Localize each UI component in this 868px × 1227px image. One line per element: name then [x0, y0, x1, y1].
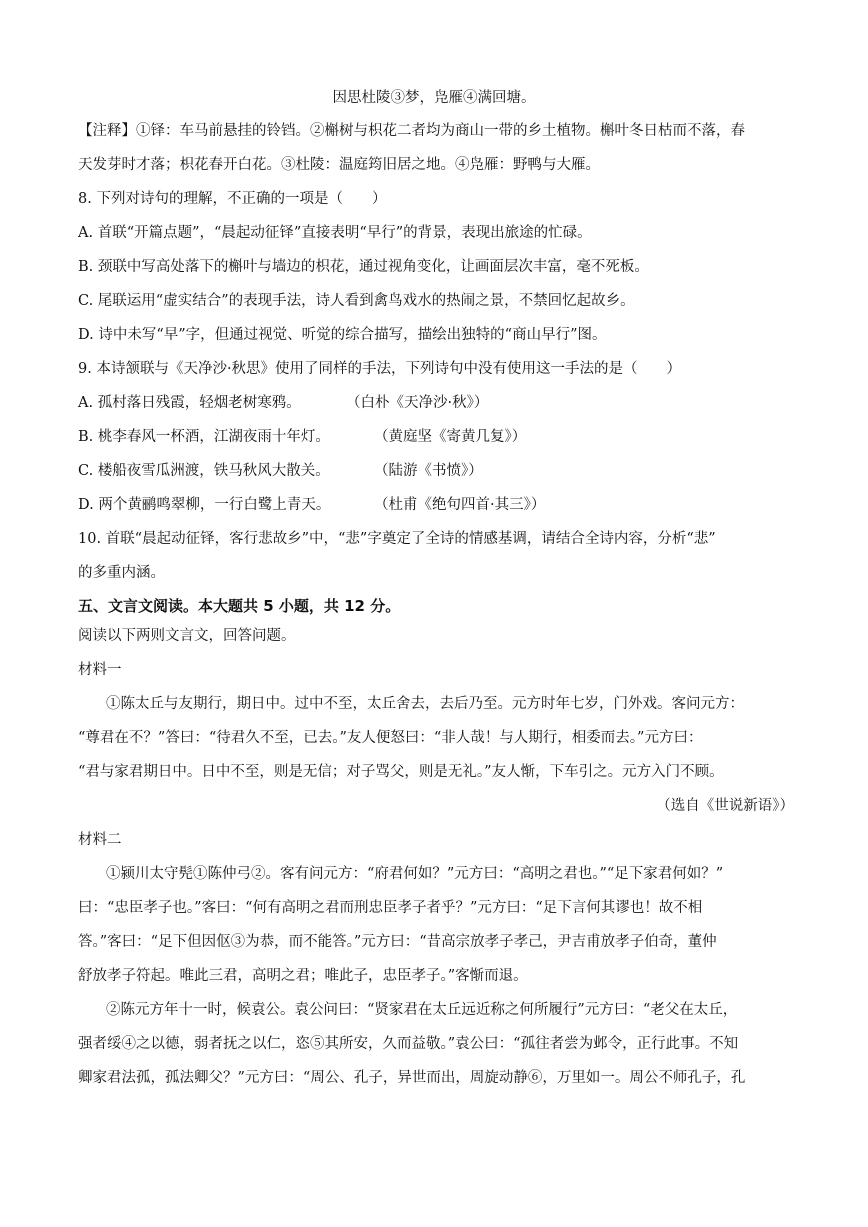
- question-8-stem: 8. 下列对诗句的理解，不正确的一项是（ ）: [78, 191, 387, 207]
- material-1-line-1: ①陈太丘与友期行，期日中。过中不至，太丘舍去，去后乃至。元方时年七岁，门外戏。客问元方：: [106, 696, 744, 712]
- option-text: D. 两个黄鹂鸣翠柳，一行白鹭上青天。: [78, 497, 331, 513]
- option-source: （黄庭坚《寄黄几复》）: [374, 429, 527, 445]
- question-9-option-a: [78, 393, 794, 413]
- material-2-para-2-line-3: 卿家君法孤，孤法卿父？”元方曰：“周公、孔子，异世而出，周旋动静⑥，万里如一。周公不师孔子，孔: [78, 1070, 746, 1086]
- section-5-heading: 五、文言文阅读。本大题共 5 小题，共 12 分。: [78, 597, 401, 615]
- question-9-option-d: [78, 495, 794, 515]
- material-2-para-1-line-2: 曰：“忠臣孝子也。”客曰：“何有高明之君而刑忠臣孝子者乎？”元方曰：“足下言何其谬也！故不相: [78, 900, 703, 916]
- question-10-line-1: 10. 首联“晨起动征铎，客行悲故乡”中，“悲”字奠定了全诗的情感基调，请结合全诗内容，分析“悲”: [78, 531, 716, 547]
- material-2-label: 材料二: [78, 832, 122, 848]
- material-2-para-2-line-1: ②陈元方年十一时，候袁公。袁公问曰：“贤家君在太丘远近称之何所履行”元方曰：“老父在太丘，: [106, 1002, 738, 1018]
- option-source: （白朴《天净沙·秋》）: [346, 395, 489, 411]
- notes-line-2: 天发芽时才落；枳花春开白花。③杜陵：温庭筠旧居之地。④凫雁：野鸭与大雁。: [78, 157, 600, 173]
- question-9-option-b: [78, 427, 794, 447]
- question-8-option-a: A. 首联“开篇点题”，“晨起动征铎”直接表明“早行”的背景，表现出旅途的忙碌。: [78, 225, 592, 241]
- option-text: B. 桃李春风一杯酒，江湖夜雨十年灯。: [78, 429, 330, 445]
- question-9-option-c: [78, 461, 794, 481]
- question-9-stem: 9. 本诗颔联与《天净沙·秋思》使用了同样的手法，下列诗句中没有使用这一手法的是（ ）: [78, 361, 682, 377]
- option-source: （杜甫《绝句四首·其三》）: [374, 497, 546, 513]
- question-8-option-c: C. 尾联运用“虚实结合”的表现手法，诗人看到禽鸟戏水的热闹之景，不禁回忆起故乡。: [78, 293, 635, 309]
- material-1-source: （选自《世说新语》）: [656, 798, 794, 814]
- section-5-instruction: 阅读以下两则文言文，回答问题。: [78, 628, 296, 644]
- material-2-para-1-line-3: 答。”客曰：“足下但因伛③为恭，而不能答。”元方曰：“昔高宗放孝子孝己，尹吉甫放孝子伯奇，董仲: [78, 934, 717, 950]
- option-text: C. 楼船夜雪瓜洲渡，铁马秋风大散关。: [78, 463, 330, 479]
- material-2-para-1-line-4: 舒放孝子符起。唯此三君，高明之君；唯此子，忠臣孝子。”客惭而退。: [78, 968, 528, 984]
- material-1-line-3: “君与家君期日中。日中不至，则是无信；对子骂父，则是无礼。”友人惭，下车引之。元方入门不顾。: [78, 764, 724, 780]
- poem-last-line: 因思杜陵③梦，凫雁④满回塘。: [332, 90, 536, 106]
- material-1-label: 材料一: [78, 662, 122, 678]
- option-source: （陆游《书愤》）: [374, 463, 483, 479]
- notes-line-1: 【注释】①铎：车马前悬挂的铃铛。②槲树与枳花二者均为商山一带的乡土植物。槲叶冬日枯而不落，春: [78, 123, 745, 139]
- question-10-line-2: 的多重内涵。: [78, 565, 165, 581]
- material-2-para-2-line-2: 强者绥④之以德，弱者抚之以仁，恣⑤其所安，久而益敬。”袁公曰：“孤往者尝为邺令，正行此事。不知: [78, 1036, 739, 1052]
- option-text: A. 孤村落日残霞，轻烟老树寒鸦。: [78, 395, 301, 411]
- material-2-para-1-line-1: ①颍川太守髡①陈仲弓②。客有问元方：“府君何如？”元方曰：“高明之君也。”“足下家君何如？”: [106, 866, 724, 882]
- question-8-option-d: D. 诗中未写“早”字，但通过视觉、听觉的综合描写，描绘出独特的“商山早行”图。: [78, 327, 607, 343]
- material-1-line-2: “尊君在不？”答曰：“待君久不至，已去。”友人便怒曰：“非人哉！与人期行，相委而去。”元方曰：: [78, 730, 703, 746]
- question-8-option-b: B. 颈联中写高处落下的槲叶与墙边的枳花，通过视角变化，让画面层次丰富，毫不死板。: [78, 259, 649, 275]
